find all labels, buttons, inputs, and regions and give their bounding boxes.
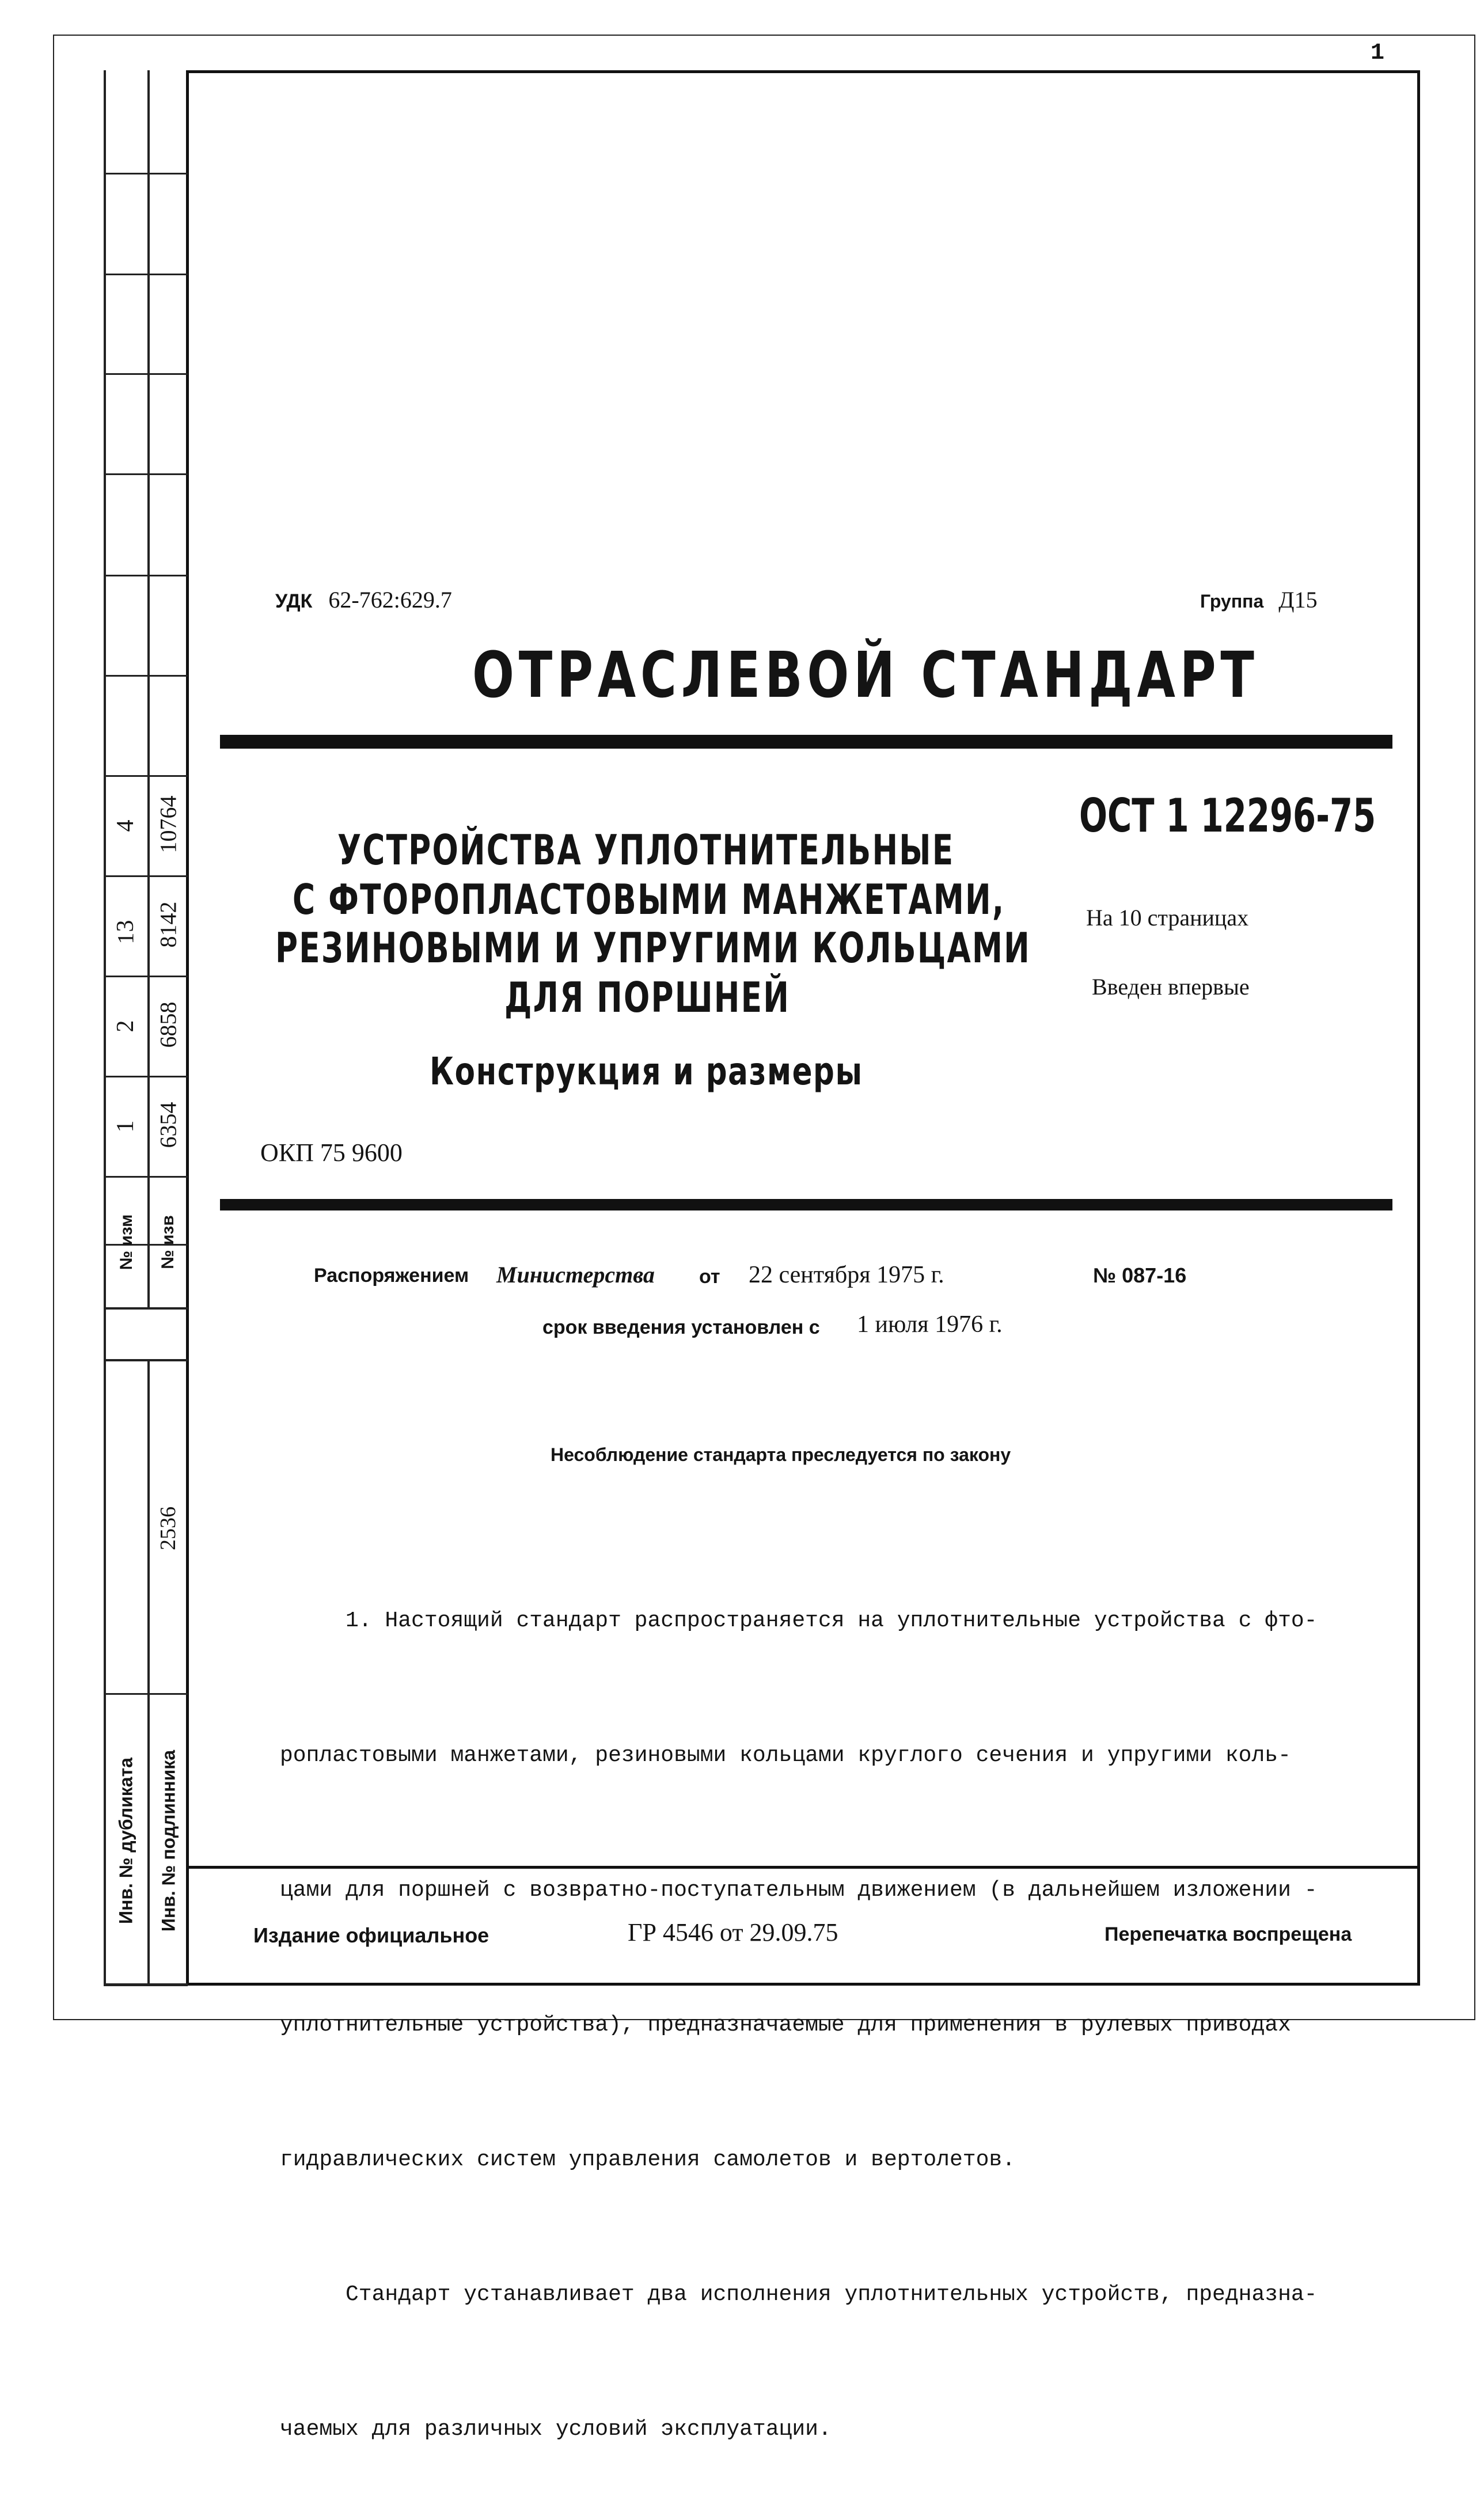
doc-title-line: УСТРОЙСТВА УПЛОТНИТЕЛЬНЫЕ: [337, 826, 955, 874]
decree-label: Распоряжением: [314, 1265, 469, 1287]
header-rule: [220, 735, 1392, 749]
sidebar-grid-row: [104, 575, 188, 576]
change-number: 4: [112, 819, 139, 832]
footer-reprint: Перепечатка воспрещена: [1105, 1923, 1352, 1945]
page-number: 1: [1371, 40, 1385, 66]
doc-subtitle: Конструкция и размеры: [430, 1049, 863, 1094]
duplicate-inventory-label: Инв. № дубликата: [115, 1757, 136, 1925]
paragraph-line: цами для поршней с возвратно-поступательным движением (в дальнейшем изложении -: [280, 1878, 1318, 1903]
ost-number: ОСТ 1 12296-75: [1079, 789, 1376, 843]
change-label: № изм: [117, 1214, 136, 1270]
decree-from: от: [699, 1266, 720, 1288]
sidebar-gap-top: [104, 1307, 188, 1310]
doc-title-line: ДЛЯ ПОРШНЕЙ: [504, 973, 791, 1022]
header-title: ОТРАСЛЕВОЙ СТАНДАРТ: [472, 638, 1259, 712]
law-notice: Несоблюдение стандарта преследуется по закону: [551, 1444, 1011, 1465]
introduced-note: Введен впервые: [1092, 974, 1250, 1000]
sidebar-grid-row: [104, 373, 188, 375]
title-rule: [220, 1199, 1392, 1210]
decree-ministry: Министерства: [496, 1262, 655, 1288]
notice-number: 6354: [155, 1102, 181, 1148]
group-line: [1200, 586, 1318, 613]
body-text: [280, 1509, 1318, 2497]
notice-number: 10764: [155, 795, 181, 853]
sidebar-grid-row: [104, 675, 188, 677]
udk-value: 62-762:629.7: [328, 587, 452, 613]
paragraph-line: гидравлических систем управления самолетов и вертолетов.: [280, 2147, 1016, 2172]
notice-number: 6858: [155, 1001, 181, 1048]
sidebar-gap-bottom: [104, 1359, 188, 1361]
udk-line: [275, 586, 452, 613]
original-inventory-label: Инв. № подлинника: [158, 1750, 179, 1932]
footer-edition: Издание официальное: [253, 1923, 489, 1947]
sidebar-grid-row: [104, 274, 188, 275]
sidebar-grid-row: [104, 473, 188, 475]
paragraph-line: уплотнительные устройства), предназначаемые для применения в рулевых приводах: [280, 2013, 1291, 2037]
sidebar-grid-row: [104, 1693, 188, 1695]
notice-label: № изв: [158, 1215, 177, 1269]
group-value: Д15: [1278, 587, 1318, 613]
doc-title-line: РЕЗИНОВЫМИ И УПРУГИМИ КОЛЬЦАМИ: [275, 924, 1031, 972]
udk-label: УДК: [275, 590, 313, 612]
paragraph-line: Стандарт устанавливает два исполнения уплотнительных устройств, предназна-: [346, 2282, 1318, 2307]
sidebar-grid-row: [104, 173, 188, 174]
effective-label: срок введения установлен с: [542, 1316, 820, 1338]
footer-registration: ГР 4546 от 29.09.75: [628, 1918, 838, 1946]
original-inventory-number: 2536: [156, 1506, 180, 1550]
effective-date: 1 июля 1976 г.: [857, 1311, 1003, 1338]
doc-title-line: С ФТОРОПЛАСТОВЫМИ МАНЖЕТАМИ,: [293, 875, 1005, 924]
paragraph-line: 1. Настоящий стандарт распространяется на уплотнительные устройства с фто-: [346, 1608, 1318, 1633]
change-number: 1: [112, 932, 139, 944]
change-number: 1: [112, 1120, 139, 1133]
change-number: 3: [112, 920, 139, 932]
paragraph-line: ропластовыми манжетами, резиновыми кольцами круглого сечения и упругими коль-: [280, 1743, 1291, 1768]
sidebar-bottom-line: [104, 1983, 188, 1986]
change-number: 2: [112, 1020, 139, 1033]
decree-number: № 087-16: [1093, 1263, 1187, 1287]
paragraph-line: чаемых для различных условий эксплуатации.: [280, 2417, 832, 2442]
pages-info: На 10 страницах: [1086, 905, 1249, 931]
okp-code: ОКП 75 9600: [260, 1139, 403, 1167]
footer-rule: [186, 1866, 1420, 1869]
sidebar-mid-line-2: [147, 1359, 150, 1986]
group-label: Группа: [1200, 591, 1264, 612]
decree-date: 22 сентября 1975 г.: [749, 1262, 944, 1288]
notice-number: 8142: [155, 901, 181, 948]
